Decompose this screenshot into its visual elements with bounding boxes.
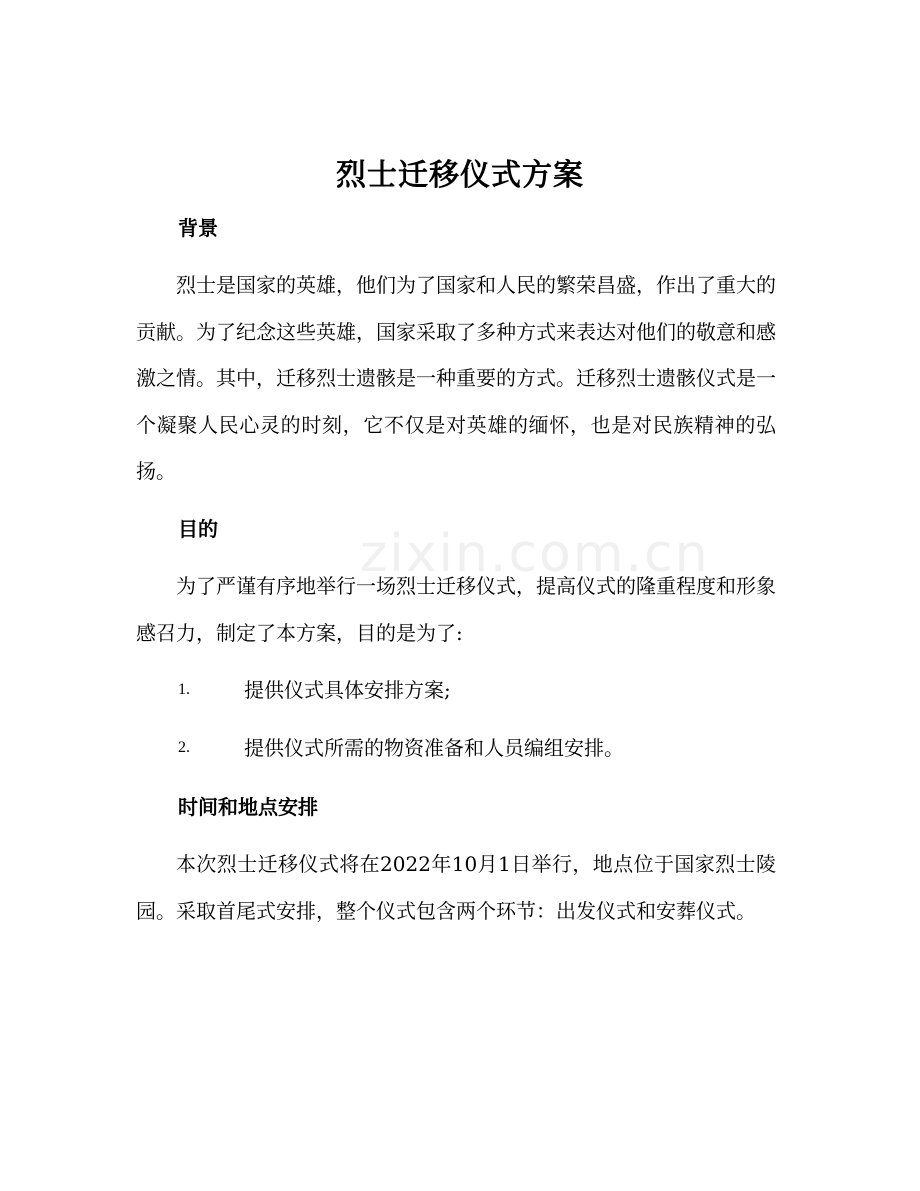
section-heading-purpose: 目的	[178, 517, 218, 541]
list-item-number: 1.	[178, 681, 190, 698]
watermark: zixin.com.cn	[360, 524, 710, 584]
section-heading-background: 背景	[178, 216, 218, 240]
list-item-number: 2.	[178, 739, 190, 756]
list-item-text: 提供仪式具体安排方案;	[244, 678, 451, 702]
document-title: 烈士迁移仪式方案	[336, 158, 584, 193]
section-paragraph-time-location: 本次烈士迁移仪式将在2022年10月1日举行，地点位于国家烈士陵园。采取首尾式安排，整个仪式包含两个环节：出发仪式和安葬仪式。	[136, 852, 776, 923]
section-paragraph-background: 烈士是国家的英雄，他们为了国家和人民的繁荣昌盛，作出了重大的贡献。为了纪念这些英雄，国家采取了多种方式来表达对他们的敬意和感激之情。其中，迁移烈士遗骸是一种重要的方式。迁移烈士遗骸仪式是一个凝聚人民心灵的时刻，它不仅是对英雄的缅怀，也是对民族精神的弘扬。	[136, 273, 776, 483]
list-item-text: 提供仪式所需的物资准备和人员编组安排。	[244, 736, 624, 760]
section-paragraph-purpose: 为了严谨有序地举行一场烈士迁移仪式，提高仪式的隆重程度和形象感召力，制定了本方案，目的是为了:	[136, 574, 776, 645]
section-heading-time-location: 时间和地点安排	[178, 795, 318, 819]
